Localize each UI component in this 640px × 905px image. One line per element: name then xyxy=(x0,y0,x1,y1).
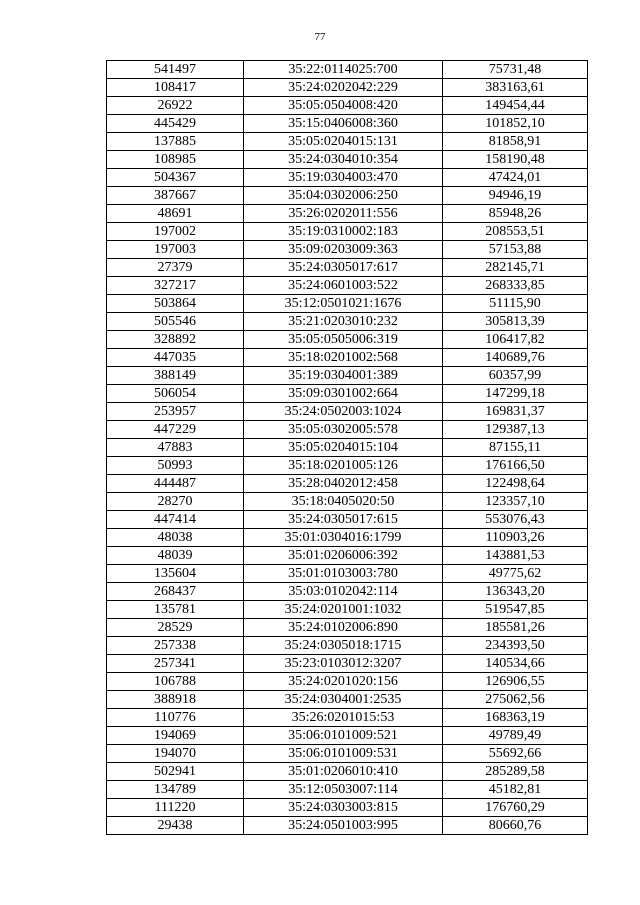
amount-cell: 140689,76 xyxy=(443,349,588,367)
amount-cell: 110903,26 xyxy=(443,529,588,547)
amount-cell: 168363,19 xyxy=(443,709,588,727)
record-id-cell: 135781 xyxy=(107,601,244,619)
cadastral-number-cell: 35:24:0502003:1024 xyxy=(244,403,443,421)
cadastral-number-cell: 35:24:0305017:617 xyxy=(244,259,443,277)
cadastral-number-cell: 35:23:0103012:3207 xyxy=(244,655,443,673)
table-row xyxy=(107,745,588,763)
amount-cell: 305813,39 xyxy=(443,313,588,331)
amount-cell: 383163,61 xyxy=(443,79,588,97)
cadastral-number-cell: 35:09:0203009:363 xyxy=(244,241,443,259)
cadastral-number-cell: 35:01:0103003:780 xyxy=(244,565,443,583)
table-row xyxy=(107,511,588,529)
amount-cell: 208553,51 xyxy=(443,223,588,241)
record-id-cell: 27379 xyxy=(107,259,244,277)
amount-cell: 47424,01 xyxy=(443,169,588,187)
table-row xyxy=(107,223,588,241)
cadastral-number-cell: 35:24:0305017:615 xyxy=(244,511,443,529)
table-row xyxy=(107,601,588,619)
cadastral-number-cell: 35:05:0302005:578 xyxy=(244,421,443,439)
amount-cell: 51115,90 xyxy=(443,295,588,313)
record-id-cell: 108985 xyxy=(107,151,244,169)
amount-cell: 101852,10 xyxy=(443,115,588,133)
table-row xyxy=(107,205,588,223)
amount-cell: 143881,53 xyxy=(443,547,588,565)
record-id-cell: 504367 xyxy=(107,169,244,187)
table-row xyxy=(107,421,588,439)
cadastral-number-cell: 35:24:0304001:2535 xyxy=(244,691,443,709)
cadastral-number-cell: 35:24:0303003:815 xyxy=(244,799,443,817)
record-id-cell: 110776 xyxy=(107,709,244,727)
amount-cell: 49775,62 xyxy=(443,565,588,583)
cadastral-number-cell: 35:24:0501003:995 xyxy=(244,817,443,835)
table-row xyxy=(107,475,588,493)
amount-cell: 185581,26 xyxy=(443,619,588,637)
cadastral-number-cell: 35:04:0302006:250 xyxy=(244,187,443,205)
cadastral-number-cell: 35:06:0101009:531 xyxy=(244,745,443,763)
amount-cell: 81858,91 xyxy=(443,133,588,151)
record-id-cell: 29438 xyxy=(107,817,244,835)
table-row xyxy=(107,61,588,79)
table-body xyxy=(107,61,588,835)
amount-cell: 285289,58 xyxy=(443,763,588,781)
table-row xyxy=(107,637,588,655)
table-row xyxy=(107,187,588,205)
amount-cell: 45182,81 xyxy=(443,781,588,799)
cadastral-number-cell: 35:18:0201005:126 xyxy=(244,457,443,475)
table-row xyxy=(107,259,588,277)
record-id-cell: 257338 xyxy=(107,637,244,655)
table-row xyxy=(107,97,588,115)
record-id-cell: 111220 xyxy=(107,799,244,817)
cadastral-number-cell: 35:12:0501021:1676 xyxy=(244,295,443,313)
table-row xyxy=(107,727,588,745)
record-id-cell: 28529 xyxy=(107,619,244,637)
record-id-cell: 505546 xyxy=(107,313,244,331)
amount-cell: 87155,11 xyxy=(443,439,588,457)
table-row xyxy=(107,817,588,835)
table-row xyxy=(107,313,588,331)
record-id-cell: 137885 xyxy=(107,133,244,151)
record-id-cell: 197003 xyxy=(107,241,244,259)
cadastral-number-cell: 35:24:0201001:1032 xyxy=(244,601,443,619)
table-row xyxy=(107,241,588,259)
table-row xyxy=(107,169,588,187)
cadastral-number-cell: 35:18:0405020:50 xyxy=(244,493,443,511)
record-id-cell: 106788 xyxy=(107,673,244,691)
table-row xyxy=(107,457,588,475)
cadastral-number-cell: 35:05:0204015:131 xyxy=(244,133,443,151)
cadastral-number-cell: 35:24:0601003:522 xyxy=(244,277,443,295)
record-id-cell: 541497 xyxy=(107,61,244,79)
record-id-cell: 503864 xyxy=(107,295,244,313)
table-row xyxy=(107,619,588,637)
amount-cell: 94946,19 xyxy=(443,187,588,205)
record-id-cell: 135604 xyxy=(107,565,244,583)
record-id-cell: 48039 xyxy=(107,547,244,565)
amount-cell: 57153,88 xyxy=(443,241,588,259)
amount-cell: 149454,44 xyxy=(443,97,588,115)
cadastral-number-cell: 35:03:0102042:114 xyxy=(244,583,443,601)
amount-cell: 60357,99 xyxy=(443,367,588,385)
amount-cell: 158190,48 xyxy=(443,151,588,169)
amount-cell: 122498,64 xyxy=(443,475,588,493)
amount-cell: 176760,29 xyxy=(443,799,588,817)
table-row xyxy=(107,709,588,727)
table-row xyxy=(107,493,588,511)
record-id-cell: 445429 xyxy=(107,115,244,133)
record-id-cell: 108417 xyxy=(107,79,244,97)
table-row xyxy=(107,547,588,565)
amount-cell: 268333,85 xyxy=(443,277,588,295)
cadastral-number-cell: 35:12:0503007:114 xyxy=(244,781,443,799)
cadastral-number-cell: 35:01:0206010:410 xyxy=(244,763,443,781)
amount-cell: 49789,49 xyxy=(443,727,588,745)
cadastral-number-cell: 35:24:0102006:890 xyxy=(244,619,443,637)
table-row xyxy=(107,277,588,295)
table-row xyxy=(107,781,588,799)
page-number: 77 xyxy=(314,31,326,43)
cadastral-number-cell: 35:05:0505006:319 xyxy=(244,331,443,349)
table-row xyxy=(107,529,588,547)
cadastral-number-cell: 35:24:0201020:156 xyxy=(244,673,443,691)
cadastral-number-cell: 35:28:0402012:458 xyxy=(244,475,443,493)
amount-cell: 136343,20 xyxy=(443,583,588,601)
amount-cell: 75731,48 xyxy=(443,61,588,79)
table-row xyxy=(107,691,588,709)
table-row xyxy=(107,799,588,817)
table-row xyxy=(107,763,588,781)
cadastral-number-cell: 35:24:0305018:1715 xyxy=(244,637,443,655)
record-id-cell: 48691 xyxy=(107,205,244,223)
amount-cell: 176166,50 xyxy=(443,457,588,475)
table-row xyxy=(107,673,588,691)
cadastral-number-cell: 35:05:0504008:420 xyxy=(244,97,443,115)
cadastral-number-cell: 35:15:0406008:360 xyxy=(244,115,443,133)
amount-cell: 126906,55 xyxy=(443,673,588,691)
cadastral-number-cell: 35:18:0201002:568 xyxy=(244,349,443,367)
amount-cell: 106417,82 xyxy=(443,331,588,349)
amount-cell: 234393,50 xyxy=(443,637,588,655)
amount-cell: 282145,71 xyxy=(443,259,588,277)
table-row xyxy=(107,367,588,385)
record-id-cell: 268437 xyxy=(107,583,244,601)
record-id-cell: 197002 xyxy=(107,223,244,241)
cadastral-number-cell: 35:01:0304016:1799 xyxy=(244,529,443,547)
amount-cell: 519547,85 xyxy=(443,601,588,619)
amount-cell: 85948,26 xyxy=(443,205,588,223)
record-id-cell: 506054 xyxy=(107,385,244,403)
record-id-cell: 444487 xyxy=(107,475,244,493)
record-id-cell: 388149 xyxy=(107,367,244,385)
table-row xyxy=(107,79,588,97)
table-row xyxy=(107,655,588,673)
cadastral-number-cell: 35:24:0304010:354 xyxy=(244,151,443,169)
record-id-cell: 387667 xyxy=(107,187,244,205)
record-id-cell: 50993 xyxy=(107,457,244,475)
amount-cell: 169831,37 xyxy=(443,403,588,421)
record-id-cell: 48038 xyxy=(107,529,244,547)
table-row xyxy=(107,385,588,403)
cadastral-number-cell: 35:05:0204015:104 xyxy=(244,439,443,457)
amount-cell: 140534,66 xyxy=(443,655,588,673)
cadastral-number-cell: 35:24:0202042:229 xyxy=(244,79,443,97)
amount-cell: 553076,43 xyxy=(443,511,588,529)
amount-cell: 275062,56 xyxy=(443,691,588,709)
table-row xyxy=(107,349,588,367)
record-id-cell: 328892 xyxy=(107,331,244,349)
table-row xyxy=(107,403,588,421)
cadastral-number-cell: 35:19:0304003:470 xyxy=(244,169,443,187)
amount-cell: 55692,66 xyxy=(443,745,588,763)
amount-cell: 147299,18 xyxy=(443,385,588,403)
amount-cell: 80660,76 xyxy=(443,817,588,835)
record-id-cell: 327217 xyxy=(107,277,244,295)
cadastral-number-cell: 35:01:0206006:392 xyxy=(244,547,443,565)
amount-cell: 129387,13 xyxy=(443,421,588,439)
record-id-cell: 502941 xyxy=(107,763,244,781)
table-row xyxy=(107,331,588,349)
table-row xyxy=(107,151,588,169)
table-row xyxy=(107,439,588,457)
record-id-cell: 28270 xyxy=(107,493,244,511)
record-id-cell: 447414 xyxy=(107,511,244,529)
data-table xyxy=(106,60,588,835)
table-row xyxy=(107,133,588,151)
table-row xyxy=(107,565,588,583)
record-id-cell: 47883 xyxy=(107,439,244,457)
cadastral-number-cell: 35:22:0114025:700 xyxy=(244,61,443,79)
record-id-cell: 257341 xyxy=(107,655,244,673)
table-row xyxy=(107,295,588,313)
table-row xyxy=(107,115,588,133)
cadastral-number-cell: 35:26:0202011:556 xyxy=(244,205,443,223)
record-id-cell: 134789 xyxy=(107,781,244,799)
record-id-cell: 447035 xyxy=(107,349,244,367)
cadastral-number-cell: 35:06:0101009:521 xyxy=(244,727,443,745)
record-id-cell: 388918 xyxy=(107,691,244,709)
record-id-cell: 26922 xyxy=(107,97,244,115)
record-id-cell: 194069 xyxy=(107,727,244,745)
cadastral-number-cell: 35:26:0201015:53 xyxy=(244,709,443,727)
record-id-cell: 194070 xyxy=(107,745,244,763)
cadastral-number-cell: 35:09:0301002:664 xyxy=(244,385,443,403)
amount-cell: 123357,10 xyxy=(443,493,588,511)
record-id-cell: 447229 xyxy=(107,421,244,439)
cadastral-number-cell: 35:19:0304001:389 xyxy=(244,367,443,385)
cadastral-number-cell: 35:21:0203010:232 xyxy=(244,313,443,331)
table-row xyxy=(107,583,588,601)
record-id-cell: 253957 xyxy=(107,403,244,421)
cadastral-number-cell: 35:19:0310002:183 xyxy=(244,223,443,241)
